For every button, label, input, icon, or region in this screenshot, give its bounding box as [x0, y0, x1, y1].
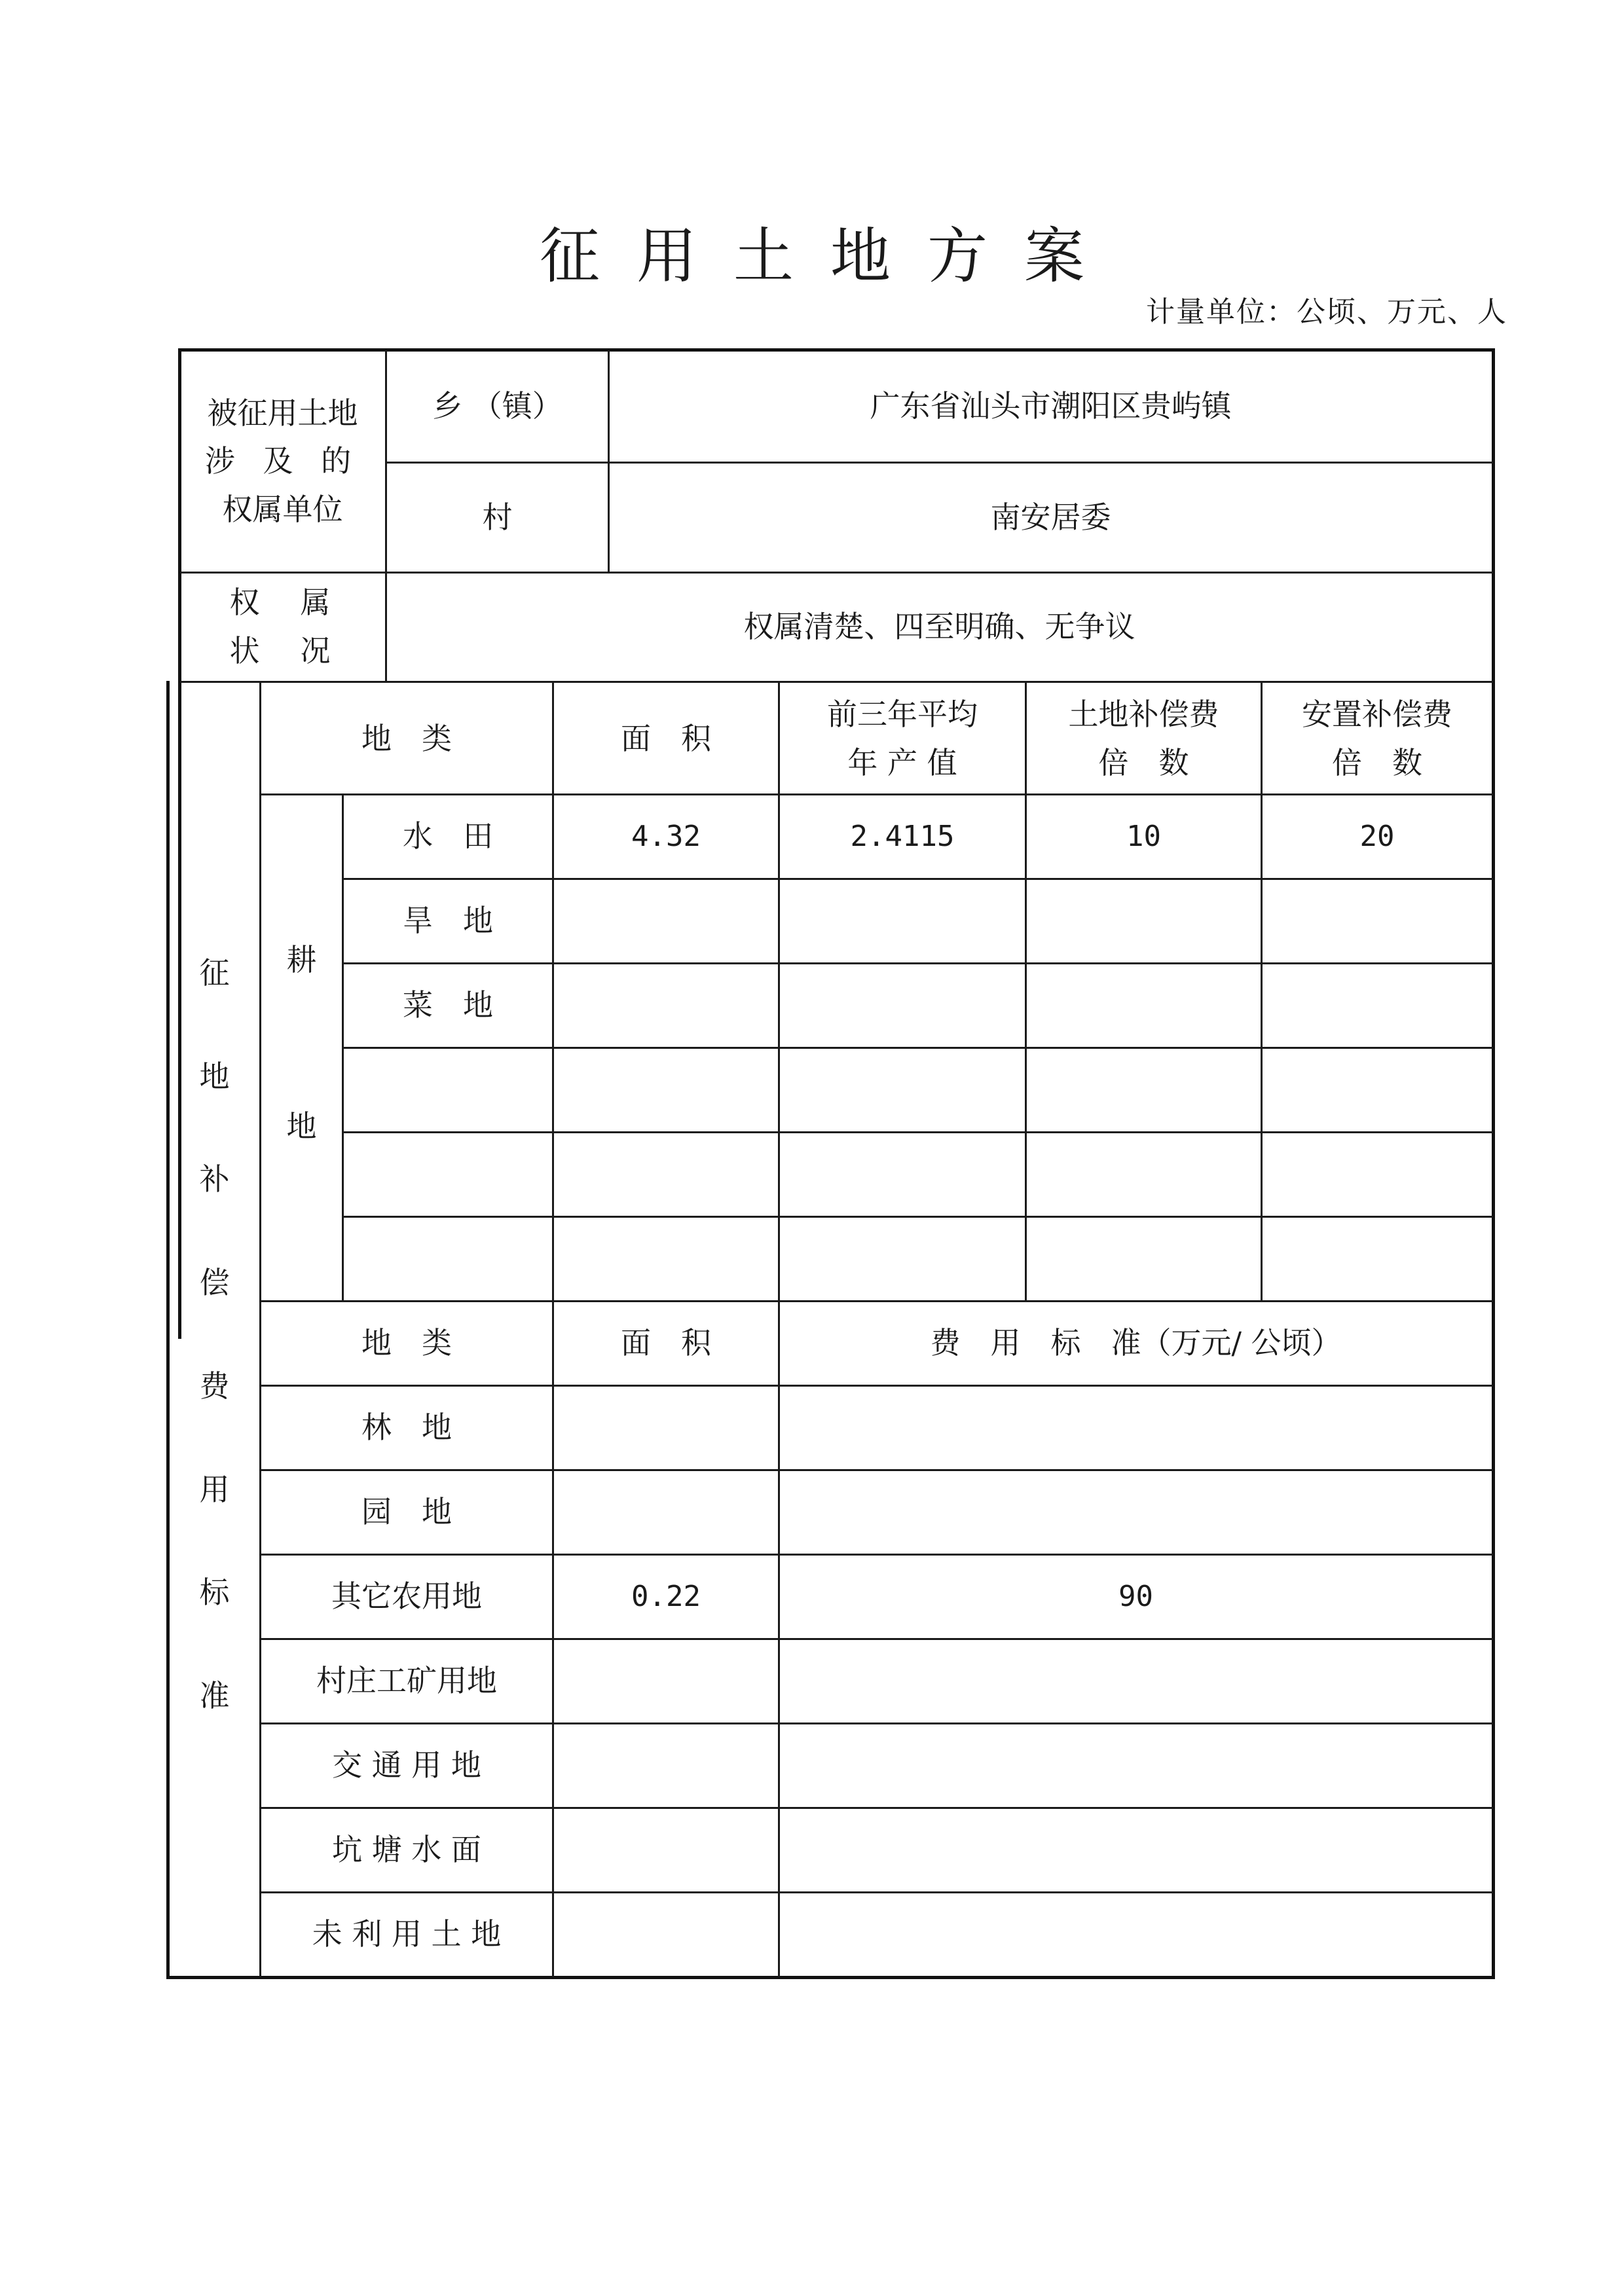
land-multiplier-cell — [1027, 964, 1261, 1047]
land-multiplier-cell — [1027, 880, 1261, 962]
land-type-cell — [344, 1049, 552, 1131]
resettle-multiplier-cell — [1263, 1133, 1492, 1216]
area-cell — [554, 1471, 778, 1554]
land-type-cell: 未 利 用 土 地 — [312, 1916, 502, 1952]
township-value: 广东省汕头市潮阳区贵屿镇 — [870, 388, 1232, 424]
land-multiplier-cell — [1027, 1049, 1261, 1131]
standard-cell — [780, 1809, 1492, 1891]
header-avg-output — [780, 684, 1025, 793]
resettle-multiplier-cell — [1263, 1218, 1492, 1300]
status-label-line: 权 属 — [229, 585, 336, 621]
header2-standard: 费 用 标 准（万元/ 公顷） — [930, 1325, 1342, 1361]
header-line: 安置补偿费 — [1302, 696, 1452, 732]
land-type-cell: 园 地 — [361, 1494, 452, 1530]
side-label-char: 用 — [199, 1471, 230, 1507]
header-line: 土地补偿费 — [1068, 696, 1219, 732]
header-line: 倍 数 — [1332, 744, 1422, 780]
area-cell — [554, 880, 778, 962]
avg-output-cell — [780, 880, 1025, 962]
village-label: 村 — [482, 499, 513, 535]
ownership-status-label — [180, 574, 385, 681]
header2-land-type: 地 类 — [361, 1325, 452, 1361]
avg-output-cell — [780, 1218, 1025, 1300]
township-label: 乡 （镇） — [432, 388, 563, 424]
unit-note: 计量单位：公顷、万元、人 — [1146, 295, 1507, 329]
land-multiplier-cell — [1027, 1133, 1261, 1216]
area-cell — [554, 1809, 778, 1891]
area-cell — [554, 1049, 778, 1131]
header-line: 年 产 值 — [847, 744, 957, 780]
side-label-char: 征 — [199, 955, 230, 991]
land-type-cell: 村庄工矿用地 — [316, 1663, 497, 1699]
side-label-char: 准 — [199, 1677, 230, 1713]
standard-cell — [780, 1724, 1492, 1807]
land-type-cell — [344, 1133, 552, 1216]
cultivated-label-char: 地 — [286, 1108, 317, 1144]
status-label-line: 状 况 — [229, 633, 336, 668]
standard-cell — [780, 1471, 1492, 1554]
header-land-multiplier — [1027, 684, 1261, 793]
land-type-cell: 其它农用地 — [331, 1578, 482, 1614]
land-type-cell: 水 田 — [403, 818, 493, 854]
avg-output-cell: 2.4115 — [850, 819, 955, 853]
resettle-multiplier-cell — [1263, 964, 1492, 1047]
land-type-cell: 旱 地 — [403, 903, 493, 939]
standard-cell — [780, 1893, 1492, 1976]
compensation-side-label — [170, 949, 259, 1715]
header-line: 倍 数 — [1098, 744, 1189, 780]
land-multiplier-cell: 10 — [1126, 819, 1161, 853]
side-label-char: 补 — [199, 1161, 230, 1197]
resettle-multiplier-cell — [1263, 880, 1492, 962]
header-line: 前三年平均 — [827, 696, 978, 732]
area-cell — [554, 964, 778, 1047]
land-type-cell: 菜 地 — [403, 987, 493, 1023]
area-cell — [554, 1218, 778, 1300]
area-cell — [554, 1640, 778, 1722]
side-label-char: 地 — [199, 1058, 230, 1094]
header-area: 面 积 — [621, 720, 711, 756]
cultivated-label-char: 耕 — [286, 942, 317, 977]
land-multiplier-cell — [1027, 1218, 1261, 1300]
area-cell — [554, 1893, 778, 1976]
table-border-bottom — [166, 1976, 1494, 1979]
area-cell — [554, 1724, 778, 1807]
ownership-unit-label — [180, 352, 385, 572]
avg-output-cell — [780, 1049, 1025, 1131]
resettle-multiplier-cell: 20 — [1359, 819, 1395, 853]
cultivated-land-label — [261, 936, 342, 1146]
avg-output-cell — [780, 1133, 1025, 1216]
standard-cell: 90 — [1118, 1579, 1153, 1613]
land-type-cell: 交 通 用 地 — [332, 1747, 481, 1783]
ownership-label-line: 涉 及 的 — [204, 443, 361, 479]
area-cell — [554, 1133, 778, 1216]
land-type-cell: 坑 塘 水 面 — [332, 1832, 481, 1868]
area-cell: 0.22 — [631, 1579, 701, 1613]
standard-cell — [780, 1640, 1492, 1722]
resettle-multiplier-cell — [1263, 1049, 1492, 1131]
ownership-label-line: 被征用土地 — [207, 395, 358, 431]
land-type-cell: 林 地 — [361, 1410, 452, 1446]
side-label-char: 标 — [199, 1575, 230, 1611]
table-divider — [180, 681, 1493, 683]
ownership-label-line: 权属单位 — [222, 491, 343, 527]
land-type-cell — [344, 1218, 552, 1300]
page-title: 征用土地方案 — [539, 221, 1121, 291]
area-cell: 4.32 — [631, 819, 701, 853]
ownership-status-value: 权属清楚、四至明确、无争议 — [743, 609, 1135, 645]
header-resettle-multiplier — [1263, 684, 1492, 793]
header-land-type: 地 类 — [361, 720, 452, 756]
standard-cell — [780, 1387, 1492, 1469]
village-value: 南安居委 — [990, 499, 1111, 535]
table-border-right — [1492, 348, 1495, 1979]
area-cell — [554, 1387, 778, 1469]
avg-output-cell — [780, 964, 1025, 1047]
side-label-char: 费 — [199, 1368, 230, 1404]
side-label-char: 偿 — [199, 1265, 230, 1301]
header2-area: 面 积 — [621, 1325, 711, 1361]
